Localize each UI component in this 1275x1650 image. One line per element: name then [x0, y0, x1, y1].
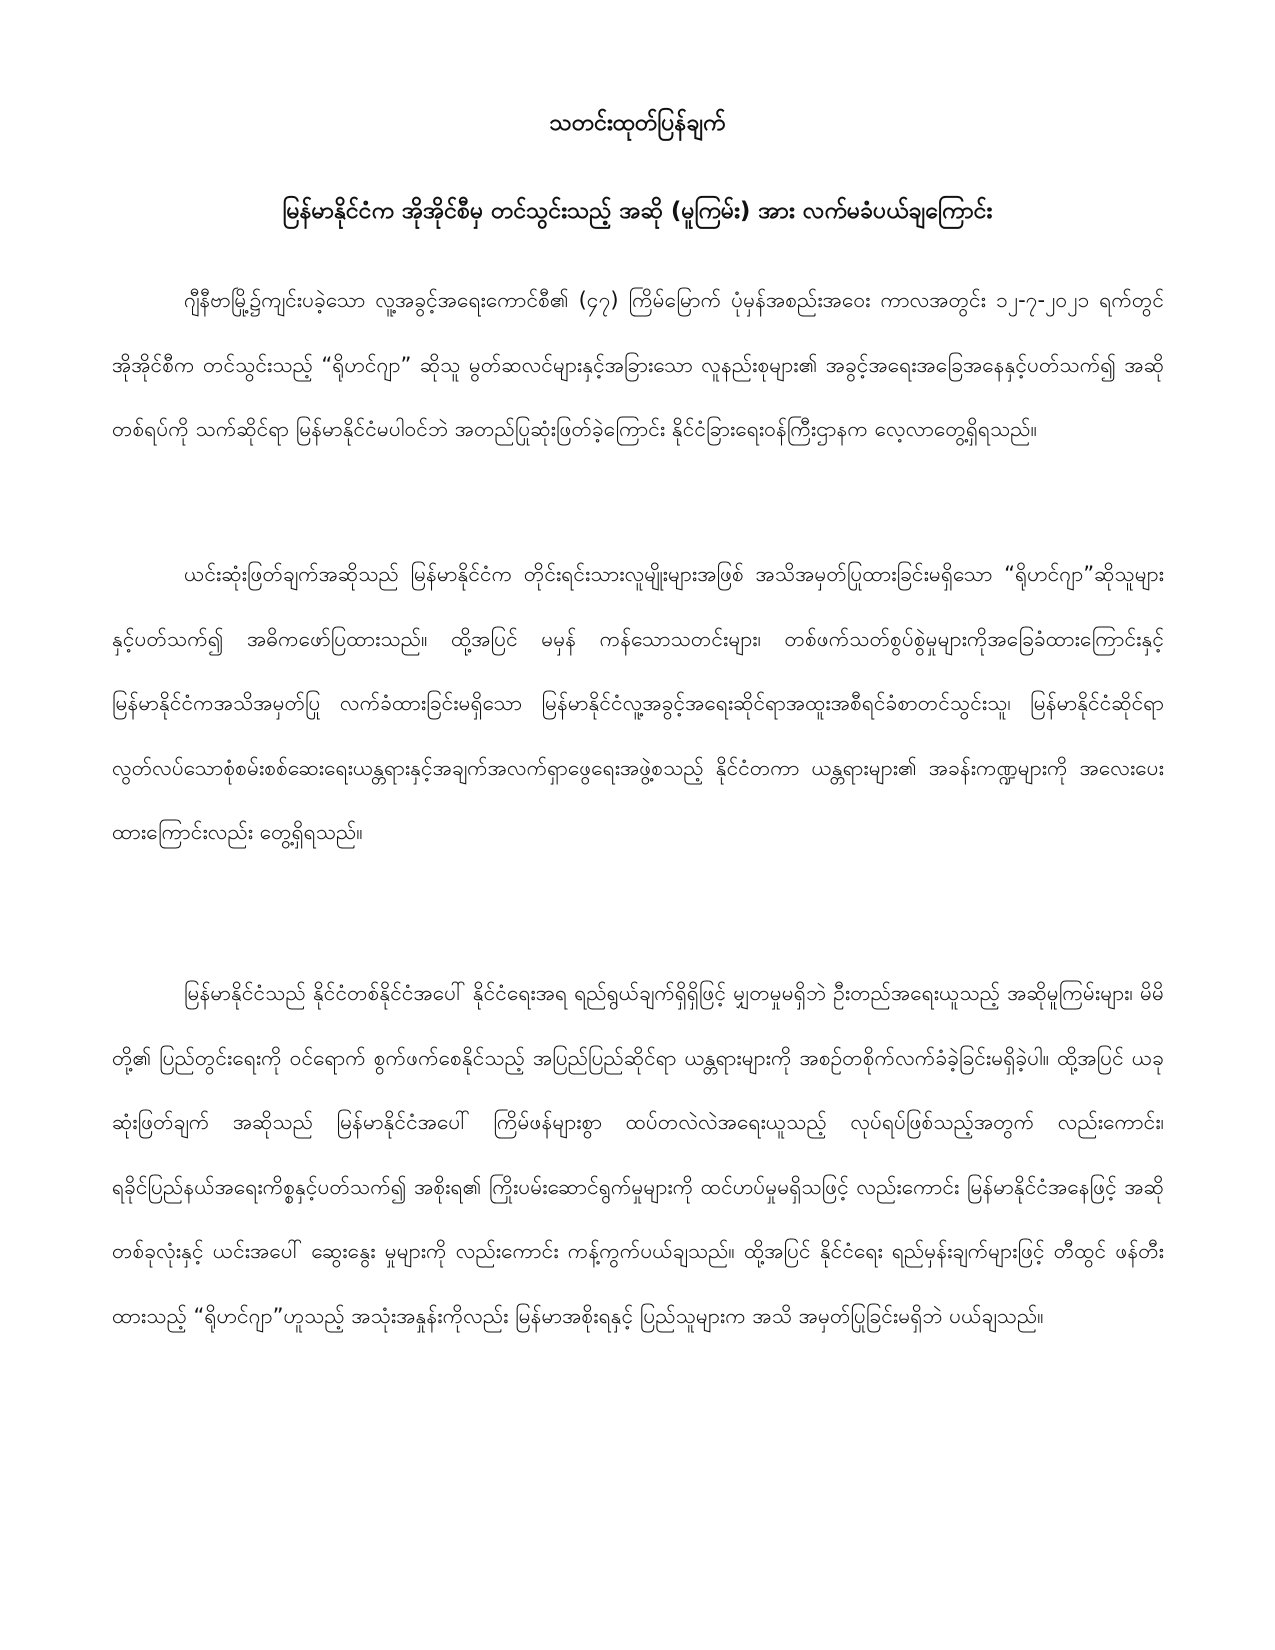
paragraph-2: ယင်းဆုံးဖြတ်ချက်အဆိုသည် မြန်မာနိုင်ငံက တိုင်းရင်းသားလူမျိုးများအဖြစ် အသိအမှတ်ပြုထားခြင်းမရှိသော “ရိုဟင်ဂျာ”ဆိုသူများနှင့်ပတ်သက်၍ အဓိကဖော်ပြထားသည်။ ထို့အပြင် မမှန် ကန်သောသတင်းများ၊ တစ်ဖက်သတ်စွပ်စွဲမှုများကိုအခြေခံထားကြောင်းနှင့် မြန်မာနိုင်ငံကအသိအမှတ်ပြု လက်ခံထားခြင်းမရှိသော မြန်မာနိုင်ငံလူ့အခွင့်အရေးဆိုင်ရာအထူးအစီရင်ခံစာတင်သွင်းသူ၊ မြန်မာနိုင်ငံဆိုင်ရာလွတ်လပ်သောစုံစမ်းစစ်ဆေးရေးယန္တရားနှင့်အချက်အလက်ရှာဖွေရေးအဖွဲ့စသည့် နိုင်ငံတကာ ယန္တရားများ၏ အခန်းကဏ္ဍများကို အလေးပေးထားကြောင်းလည်း တွေ့ရှိရသည်။: [112, 562, 1164, 844]
paragraph-1: ဂျီနီဗာမြို့၌ကျင်းပခဲ့သော လူ့အခွင့်အရေးကောင်စီ၏ (၄၇) ကြိမ်မြောက် ပုံမှန်အစည်းအဝေး ကာလအတွင်း ၁၂-၇-၂၀၂၁ ရက်တွင် အိုအိုင်စီက တင်သွင်းသည့် “ရိုဟင်ဂျာ” ဆိုသူ မွတ်ဆလင်များနှင့်အခြားသော လူနည်းစုများ၏ အခွင့်အရေးအခြေအနေနှင့်ပတ်သက်၍ အဆိုတစ်ရပ်ကို သက်ဆိုင်ရာ မြန်မာနိုင်ငံမပါဝင်ဘဲ အတည်ပြုဆုံးဖြတ်ခဲ့ကြောင်း နိုင်ငံခြားရေးဝန်ကြီးဌာနက လေ့လာတွေ့ရှိရသည်။: [112, 288, 1164, 441]
paragraph-3: မြန်မာနိုင်ငံသည် နိုင်ငံတစ်နိုင်ငံအပေါ် နိုင်ငံရေးအရ ရည်ရွယ်ချက်ရှိရှိဖြင့် မျှတမှုမရှိဘဲ ဦးတည်အရေးယူသည့် အဆိုမူကြမ်းများ၊ မိမိတို့၏ ပြည်တွင်းရေးကို ဝင်ရောက် စွက်ဖက်စေနိုင်သည့် အပြည်ပြည်ဆိုင်ရာ ယန္တရားများကို အစဉ်တစိုက်လက်ခံခဲ့ခြင်းမရှိခဲ့ပါ။ ထို့အပြင် ယခုဆုံးဖြတ်ချက် အဆိုသည် မြန်မာနိုင်ငံအပေါ် ကြိမ်ဖန်များစွာ ထပ်တလဲလဲအရေးယူသည့် လုပ်ရပ်ဖြစ်သည့်အတွက် လည်းကောင်း၊ ရခိုင်ပြည်နယ်အရေးကိစ္စနှင့်ပတ်သက်၍ အစိုးရ၏ ကြိုးပမ်းဆောင်ရွက်မှုများကို ထင်ဟပ်မှုမရှိသဖြင့် လည်းကောင်း မြန်မာနိုင်ငံအနေဖြင့် အဆိုတစ်ခုလုံးနှင့် ယင်းအပေါ် ဆွေးနွေး မှုများကို လည်းကောင်း ကန့်ကွက်ပယ်ချသည်။ ထို့အပြင် နိုင်ငံရေး ရည်မှန်းချက်များဖြင့် တီထွင် ဖန်တီးထားသည့် “ရိုဟင်ဂျာ”ဟူသည့် အသုံးအနှုန်းကိုလည်း မြန်မာအစိုးရနှင့် ပြည်သူများက အသိ အမှတ်ပြုခြင်းမရှိဘဲ ပယ်ချသည်။: [112, 981, 1164, 1328]
page-title: သတင်းထုတ်ပြန်ချက်: [549, 110, 726, 136]
document-subtitle: မြန်မာနိုင်ငံက အိုအိုင်စီမှ တင်သွင်းသည့် အဆို (မူကြမ်း) အား လက်မခံပယ်ချကြောင်း: [282, 198, 993, 224]
